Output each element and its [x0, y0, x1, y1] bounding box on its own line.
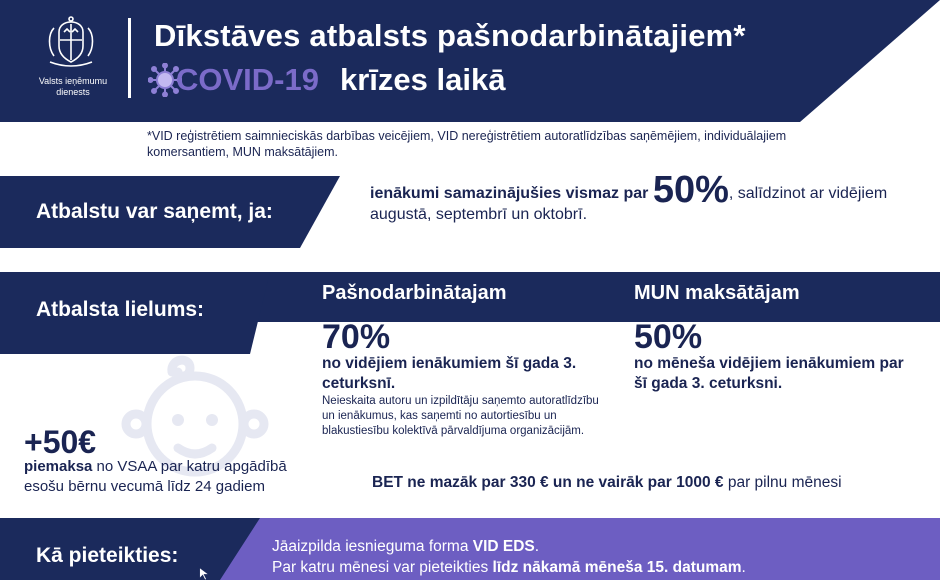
apply-line1-pre: Jāaizpilda iesnieguma forma: [272, 538, 473, 555]
apply-text: [272, 536, 932, 578]
col1-note: Neieskaita autoru un izpildītāju saņemto autoratlīdzību un ienākumus, kas saņemti no autortiesību un blakustiesību kolektīvā pārvaldījuma organizācijām.: [322, 395, 599, 437]
col1-sub: no vidējiem ienākumiem šī gada 3. ceturksnī.: [322, 355, 577, 392]
coat-of-arms-icon: [40, 16, 102, 72]
eligibility-label: Atbalstu var saņemt, ja:: [36, 200, 273, 223]
child-supplement-bold: piemaksa: [24, 458, 93, 475]
apply-line2-bold: līdz nākamā mēneša 15. datumam: [492, 559, 742, 576]
logo-caption: Valsts ieņēmumu dienests: [38, 76, 108, 97]
col2-heading: MUN maksātājam: [634, 282, 800, 304]
limit-line: [372, 474, 842, 492]
limit-bold: ne mazāk par 330 € un ne vairāk par 1000 €: [403, 474, 724, 491]
col2-percent: 50%: [634, 318, 703, 356]
eligibility-bold: ienākumi samazinājušies vismaz par: [370, 185, 649, 202]
col1-heading: Pašnodarbinātajam: [322, 282, 507, 304]
title-rest: krīzes laikā: [340, 62, 506, 97]
eligibility-rest: , salīdzinot ar vidējiem augustā, septembrī un oktobrī.: [370, 185, 888, 223]
col1-percent: 70%: [322, 318, 391, 356]
limit-rest: par pilnu mēnesi: [723, 474, 842, 491]
eligibility-text: [370, 169, 930, 225]
child-supplement-text: [24, 457, 324, 497]
eligibility-percent: 50%: [652, 169, 729, 211]
apply-line1-bold: VID EDS: [472, 538, 535, 555]
cursor-icon: [196, 566, 214, 580]
child-supplement-rest: no VSAA par katru apgādībā esošu bērnu vecumā līdz 24 gadiem: [24, 458, 287, 495]
header-divider: [128, 18, 131, 98]
apply-line2: [272, 557, 932, 578]
apply-line2-pre: Par katru mēnesi var pieteikties: [272, 559, 493, 576]
child-supplement-amount: +50€: [24, 424, 97, 460]
col2-sub: no mēneša vidējiem ienākumiem par šī gada 3. ceturksni.: [634, 355, 904, 392]
footnote: *VID reģistrētiem saimnieciskās darbības veicējiem, VID nereģistrētiem autoratlīdzības saņēmējiem, individuālajiem komersantiem, MUN maksātājiem.: [147, 129, 787, 159]
amount-label: Atbalsta lielums:: [36, 298, 205, 321]
apply-line1-post: .: [534, 538, 540, 555]
limit-bet: BET: [372, 474, 403, 491]
apply-line2-post: .: [741, 559, 746, 576]
page-title: Dīkstāves atbalsts pašnodarbinātajiem*: [154, 18, 746, 53]
title-covid: COVID-19: [176, 62, 319, 97]
apply-line1: [272, 536, 932, 557]
apply-label: Kā pieteikties:: [36, 544, 179, 567]
